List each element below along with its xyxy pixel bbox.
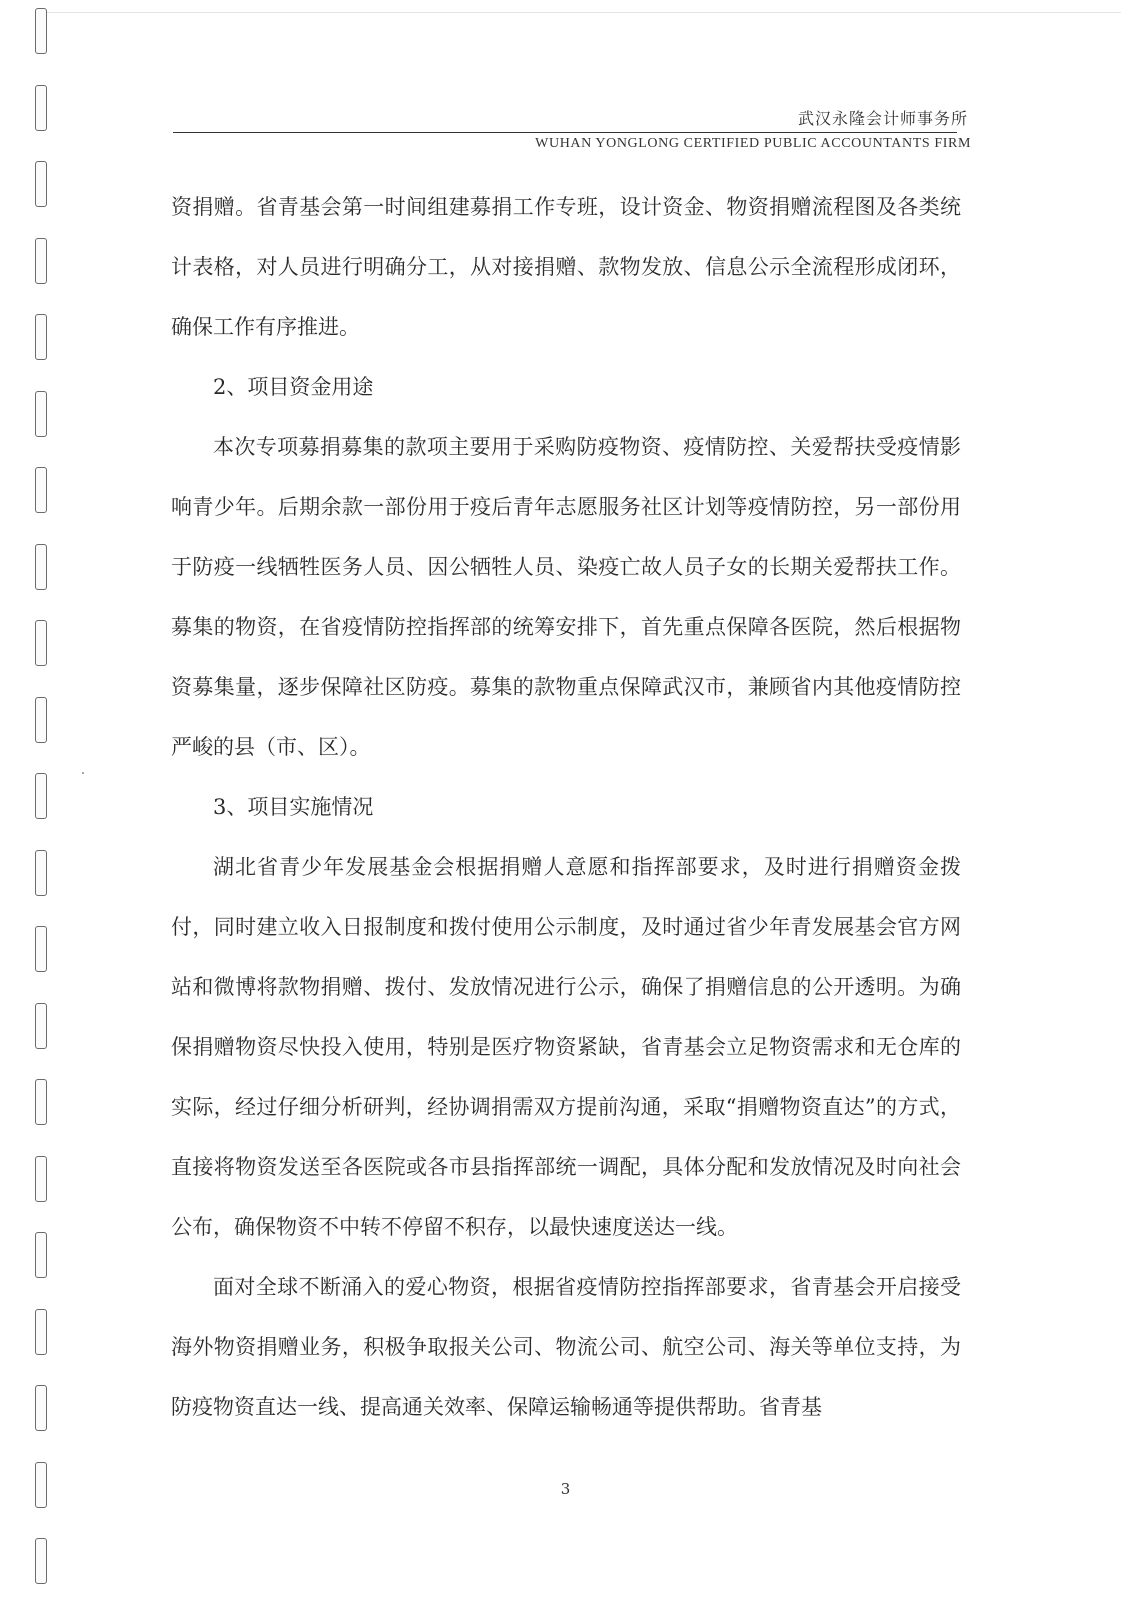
binding-hole [35, 314, 47, 360]
paragraph-fund-usage: 本次专项募捐募集的款项主要用于采购防疫物资、疫情防控、关爱帮扶受疫情影响青少年。后期余款一部份用于疫后青年志愿服务社区计划等疫情防控，另一部份用于防疫一线牺牲医务人员、因公牺牲人员、染疫亡故人员子女的长期关爱帮扶工作。募集的物资，在省疫情防控指挥部的统筹安排下，首先重点保障各医院，然后根据物资募集量，逐步保障社区防疫。募集的款物重点保障武汉市，兼顾省内其他疫情防控严峻的县（市、区）。 [171, 435, 961, 759]
binding-hole [35, 697, 47, 743]
binding-strip [0, 0, 80, 1600]
body-text [171, 177, 961, 1437]
binding-hole [35, 1385, 47, 1431]
binding-hole [35, 1538, 47, 1584]
section-heading-2: 2、项目资金用途 [213, 375, 374, 399]
binding-hole [35, 1003, 47, 1049]
header-rule [173, 132, 957, 133]
paragraph-implementation: 湖北省青少年发展基金会根据捐赠人意愿和指挥部要求，及时进行捐赠资金拨付，同时建立收入日报制度和拨付使用公示制度，及时通过省少年青发展基会官方网站和微博将款物捐赠、拨付、发放情况进行公示，确保了捐赠信息的公开透明。为确保捐赠物资尽快投入使用，特别是医疗物资紧缺，省青基会立足物资需求和无仓库的实际，经过仔细分析研判，经协调捐需双方提前沟通，采取“捐赠物资直达”的方式，直接将物资发送至各医院或各市县指挥部统一调配，具体分配和发放情况及时向社会公布，确保物资不中转不停留不积存，以最快速度送达一线。 [171, 855, 961, 1239]
binding-hole [35, 1232, 47, 1278]
binding-hole [35, 850, 47, 896]
binding-hole [35, 926, 47, 972]
binding-hole [35, 238, 47, 284]
binding-hole [35, 161, 47, 207]
binding-hole [35, 1156, 47, 1202]
page-number: 3 [560, 1480, 571, 1498]
paragraph-continuation: 资捐赠。省青基会第一时间组建募捐工作专班，设计资金、物资捐赠流程图及各类统计表格，对人员进行明确分工，从对接捐赠、款物发放、信息公示全流程形成闭环，确保工作有序推进。 [171, 195, 961, 339]
binding-hole [35, 620, 47, 666]
binding-hole [35, 1309, 47, 1355]
firm-name-cn: 武汉永隆会计师事务所 [797, 109, 968, 128]
paragraph-overseas-donations: 面对全球不断涌入的爱心物资，根据省疫情防控指挥部要求，省青基会开启接受海外物资捐赠业务，积极争取报关公司、物流公司、航空公司、海关等单位支持，为防疫物资直达一线、提高通关效率、保障运输畅通等提供帮助。省青基 [171, 1275, 961, 1419]
firm-name-en: WUHAN YONGLONG CERTIFIED PUBLIC ACCOUNTANTS FIRM [535, 136, 971, 151]
binding-hole [35, 1079, 47, 1125]
section-heading-3: 3、项目实施情况 [213, 795, 374, 819]
binding-hole [35, 85, 47, 131]
binding-hole [35, 467, 47, 513]
binding-hole [35, 8, 47, 54]
page-top-edge [40, 12, 1121, 13]
binding-hole [35, 773, 47, 819]
binding-hole [35, 391, 47, 437]
binding-hole [35, 544, 47, 590]
scan-speck [82, 772, 84, 774]
